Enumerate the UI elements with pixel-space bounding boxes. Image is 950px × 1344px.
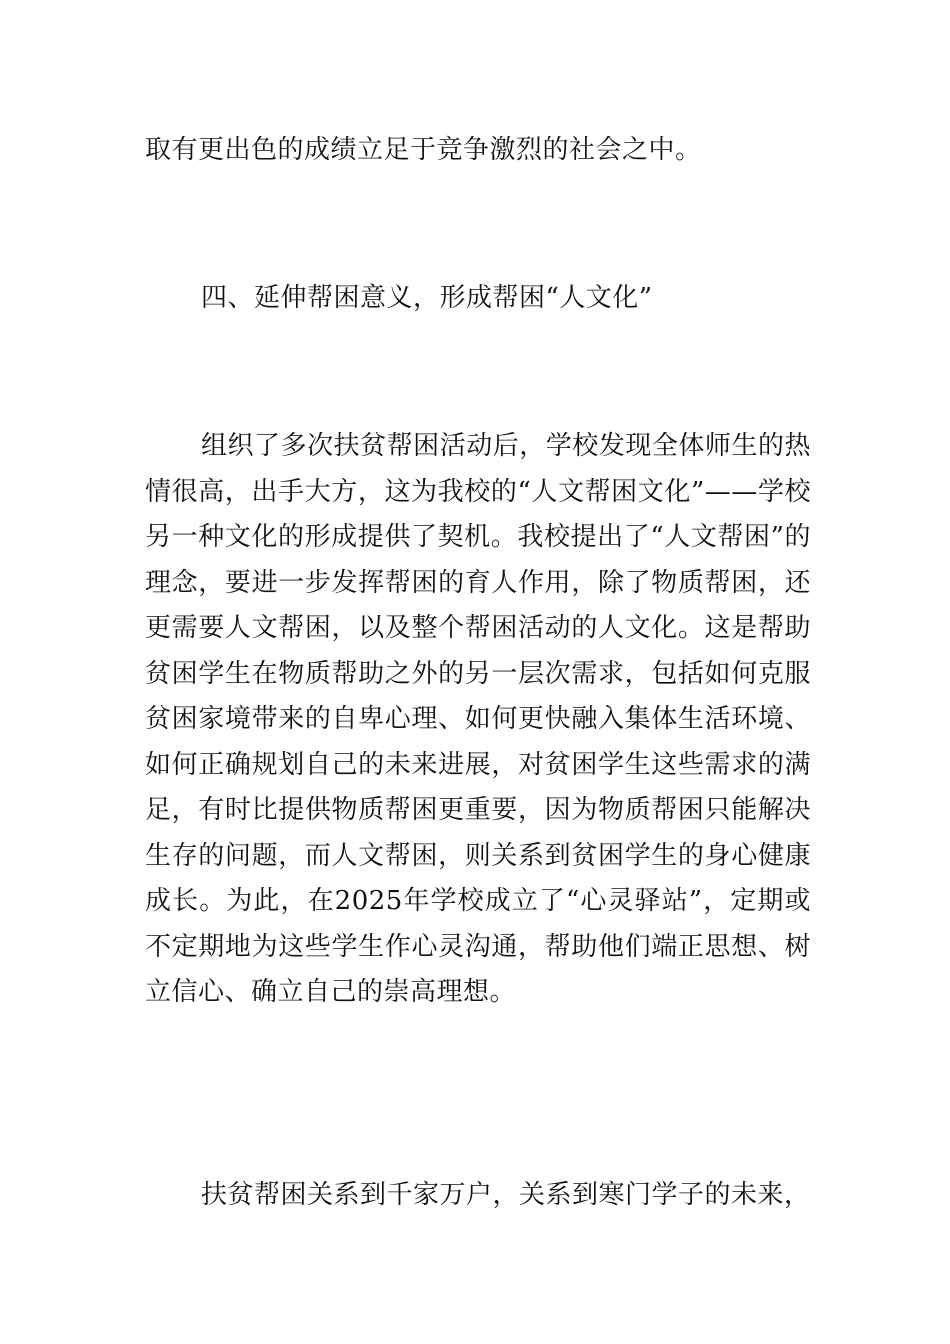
section-heading: 四、延伸帮困意义，形成帮困“人文化” <box>201 283 653 313</box>
paragraph-continuation: 取有更出色的成绩立足于竞争激烈的社会之中。 <box>145 135 702 165</box>
paragraph-body: 组织了多次扶贫帮困活动后，学校发现全体师生的热情很高，出手大方，这为我校的“人文帮困文化”——学校另一种文化的形成提供了契机。我校提出了“人文帮困”的理念，要进一步发挥帮困的育人作用，除了物质帮困，还更需要人文帮困，以及整个帮困活动的人文化。这是帮助贫困学生在物质帮助之外的另一层次需求，包括如何克服贫困家境带来的自卑心理、如何更快融入集体生活环境、如何正确规划自己的未来进展，对贫困学生这些需求的满足，有时比提供物质帮困更重要，因为物质帮困只能解决生存的问题，而人文帮困，则关系到贫困学生的身心健康成长。为此，在2025年学校成立了“心灵驿站”，定期或不定期地为这些学生作心灵沟通，帮助他们端正思想、树立信心、确立自己的崇高理想。 <box>145 431 811 1007</box>
paragraph-next: 扶贫帮困关系到千家万户，关系到寒门学子的未来， <box>201 1180 811 1210</box>
